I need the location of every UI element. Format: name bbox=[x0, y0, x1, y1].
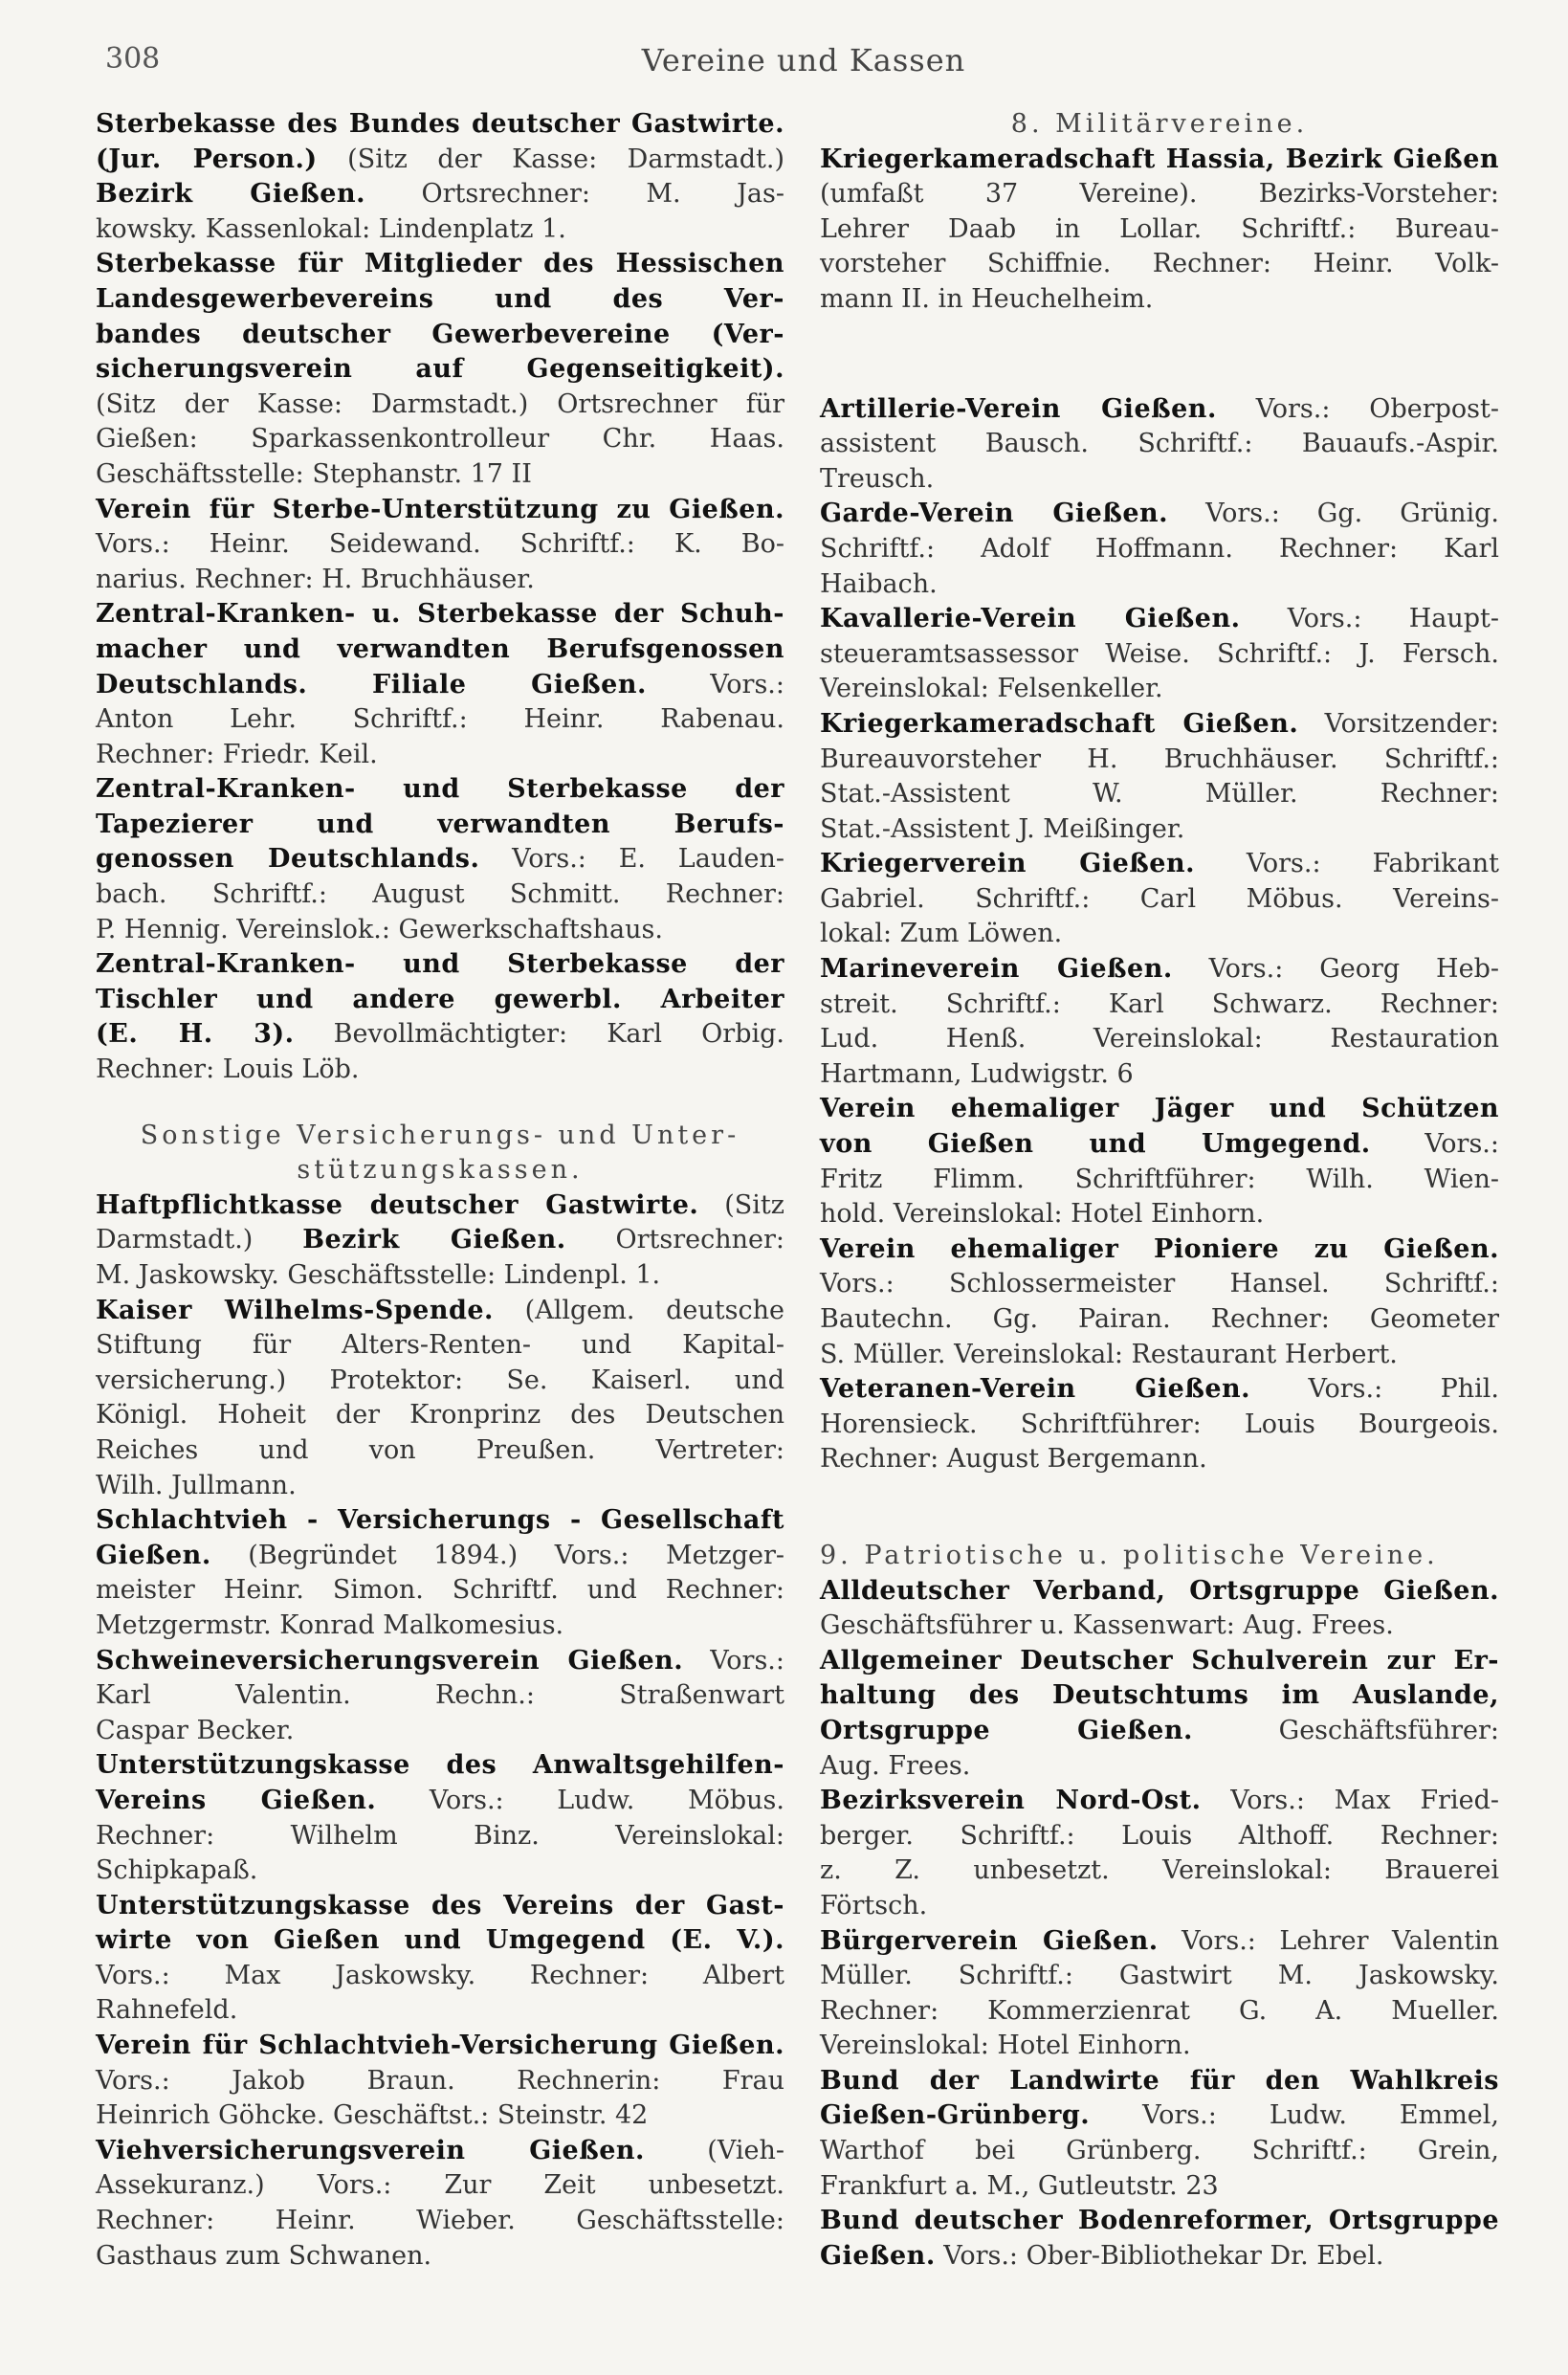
entry-text: steueramtsassessor Weise. Schriftf.: J. Fersch. bbox=[820, 638, 1499, 669]
entry-line bbox=[96, 247, 784, 282]
entry-text: Stiftung für Alters-Renten- und Kapital- bbox=[96, 1330, 784, 1361]
entry-text: Ortsrechner: bbox=[565, 1225, 785, 1255]
entry-text: Vors.: Max Fried- bbox=[1201, 1786, 1499, 1816]
entry-line bbox=[820, 1749, 1499, 1785]
entry-name: Verein ehemaliger Jäger und Schützen bbox=[820, 1094, 1499, 1124]
directory-entry bbox=[96, 1748, 784, 1888]
entry-text: Müller. Schriftf.: Gastwirt M. Jaskowsky. bbox=[820, 1961, 1499, 1991]
entry-line bbox=[96, 2204, 784, 2239]
entry-name: von Gießen und Umgegend. bbox=[820, 1129, 1371, 1160]
entry-text: Lehrer Daab in Lollar. Schriftf.: Bureau- bbox=[820, 213, 1499, 244]
entry-text: Bautechn. Gg. Pairan. Rechner: Geometer bbox=[820, 1304, 1499, 1334]
entry-line bbox=[96, 1469, 784, 1504]
entry-line bbox=[96, 2168, 784, 2204]
directory-entry bbox=[96, 1294, 784, 1504]
entry-line bbox=[820, 1163, 1499, 1198]
entry-text: Hartmann, Ludwigstr. 6 bbox=[820, 1058, 1134, 1089]
entry-text: Geschäftsführer u. Kassenwart: Aug. Frees. bbox=[820, 1610, 1394, 1641]
entry-name: Verein ehemaliger Pioniere zu Gießen. bbox=[820, 1233, 1499, 1264]
entry-name: Bezirk Gießen. bbox=[302, 1225, 566, 1255]
entry-line bbox=[96, 318, 784, 353]
entry-name: Alldeutscher Verband, Ortsgruppe Gießen. bbox=[820, 1575, 1499, 1606]
entry-name: Allgemeiner Deutscher Schulverein zur Er- bbox=[820, 1645, 1499, 1676]
entry-line bbox=[820, 847, 1499, 882]
entry-name: Schlachtvieh - Versicherungs - Gesellschaft bbox=[96, 1505, 784, 1536]
entry-text: Vors.: Lehrer Valentin bbox=[1158, 1925, 1499, 1956]
entry-line bbox=[820, 567, 1499, 603]
entry-text: Warthof bei Grünberg. Schriftf.: Grein, bbox=[820, 2136, 1499, 2166]
entry-line bbox=[820, 2098, 1499, 2134]
entry-text: Geschäftsstelle: Stephanstr. 17 II bbox=[96, 458, 532, 489]
entry-text: Anton Lehr. Schriftf.: Heinr. Rabenau. bbox=[96, 704, 784, 735]
entry-line bbox=[820, 1302, 1499, 1338]
entry-line bbox=[96, 633, 784, 668]
entry-line bbox=[96, 983, 784, 1018]
entry-text: Frankfurt a. M., Gutleutstr. 23 bbox=[820, 2170, 1219, 2201]
entry-name: Deutschlands. Filiale Gießen. bbox=[96, 669, 647, 699]
entry-text: Rechner: Heinr. Wieber. Geschäftsstelle: bbox=[96, 2206, 784, 2236]
entry-line bbox=[96, 1398, 784, 1433]
entry-text: Königl. Hoheit der Kronprinz des Deutschen bbox=[96, 1400, 784, 1431]
entry-line bbox=[96, 1539, 784, 1574]
entry-line bbox=[820, 777, 1499, 812]
directory-entry bbox=[820, 1924, 1499, 2064]
entry-line bbox=[96, 1784, 784, 1819]
entry-text: assistent Bausch. Schriftf.: Bauaufs.-Aspir. bbox=[820, 429, 1499, 459]
entry-line bbox=[96, 1573, 784, 1609]
entry-line bbox=[820, 1372, 1499, 1408]
entry-name: Verein für Sterbe-Unterstützung zu Gießen. bbox=[96, 494, 784, 524]
entry-text: Bureauvorsteher H. Bruchhäuser. Schriftf.: bbox=[820, 744, 1499, 774]
entry-text: bach. Schriftf.: August Schmitt. Rechner: bbox=[96, 879, 784, 910]
entry-name: Viehversicherungsverein Gießen. bbox=[96, 2135, 645, 2165]
entry-name: Kavallerie-Verein Gießen. bbox=[820, 604, 1241, 634]
entry-text: berger. Schriftf.: Louis Althoff. Rechner: bbox=[820, 1820, 1499, 1851]
entry-text: Vors.: Phil. bbox=[1250, 1374, 1499, 1405]
entry-line bbox=[96, 1258, 784, 1294]
entry-name: genossen Deutschlands. bbox=[96, 844, 480, 875]
entry-text: Vors.: Ober-Bibliothekar Dr. Ebel. bbox=[935, 2240, 1384, 2271]
entry-line bbox=[96, 668, 784, 703]
entry-line bbox=[96, 1678, 784, 1714]
entry-text: Gießen: Sparkassenkontrolleur Chr. Haas. bbox=[96, 424, 784, 455]
entry-name: sicherungsverein auf Gegenseitigkeit). bbox=[96, 354, 784, 385]
entry-line bbox=[820, 177, 1499, 212]
entry-text: (Sitz der Kasse: Darmstadt.) Ortsrechner für bbox=[96, 388, 784, 419]
entry-line bbox=[820, 1267, 1499, 1302]
entry-line bbox=[96, 1223, 784, 1258]
entry-line bbox=[96, 1959, 784, 1994]
entry-text: (Sitz bbox=[698, 1189, 784, 1220]
entry-name: Kriegerverein Gießen. bbox=[820, 849, 1195, 879]
spacer bbox=[820, 1508, 1499, 1539]
entry-name: Marineverein Gießen. bbox=[820, 954, 1173, 985]
entry-line bbox=[96, 1328, 784, 1364]
directory-entry bbox=[820, 1092, 1499, 1232]
entry-text: Vors.: Oberpost- bbox=[1216, 393, 1499, 424]
entry-text: (Sitz der Kasse: Darmstadt.) bbox=[317, 144, 784, 174]
page-number: 308 bbox=[105, 42, 161, 76]
entry-text: Rechner: Friedr. Keil. bbox=[96, 739, 378, 769]
entry-line bbox=[820, 497, 1499, 532]
entry-text: Vors.: Georg Heb- bbox=[1172, 954, 1499, 985]
entry-line bbox=[96, 388, 784, 423]
entry-text: Darmstadt.) bbox=[96, 1225, 303, 1255]
section-heading: 8. Militärvereine. bbox=[1010, 109, 1309, 139]
directory-entry bbox=[820, 497, 1499, 602]
directory-entry bbox=[96, 772, 784, 947]
entry-line bbox=[96, 702, 784, 738]
entry-line bbox=[820, 212, 1499, 248]
entry-line bbox=[96, 1609, 784, 1644]
entry-line bbox=[820, 812, 1499, 848]
entry-text: Metzgermstr. Konrad Malkomesius. bbox=[96, 1609, 564, 1640]
entry-line bbox=[820, 1022, 1499, 1057]
entry-name: Bund deutscher Bodenreformer, Ortsgruppe bbox=[820, 2206, 1499, 2236]
entry-text: Assekuranz.) Vors.: Zur Zeit unbesetzt. bbox=[96, 2170, 784, 2201]
entry-text: Aug. Frees. bbox=[820, 1750, 971, 1781]
entry-name: Vereins Gießen. bbox=[96, 1785, 377, 1815]
entry-text: Vors.: E. Lauden- bbox=[479, 844, 784, 875]
entry-line bbox=[820, 1609, 1499, 1644]
entry-text: Geschäftsführer: bbox=[1192, 1715, 1499, 1745]
entry-line bbox=[820, 1408, 1499, 1443]
running-title: Vereine und Kassen bbox=[641, 42, 966, 78]
entry-name: macher und verwandten Berufsgenossen bbox=[96, 633, 784, 664]
entry-line bbox=[96, 107, 784, 143]
section-heading: 9. Patriotische u. politische Vereine. bbox=[820, 1540, 1439, 1570]
entry-text: vorsteher Schiffnie. Rechner: Heinr. Volk- bbox=[820, 249, 1499, 279]
entry-text: Rahnefeld. bbox=[96, 1995, 238, 2026]
entry-line bbox=[96, 2064, 784, 2099]
entry-line bbox=[96, 772, 784, 808]
entry-text: (umfaßt 37 Vereine). Bezirks-Vorsteher: bbox=[820, 179, 1499, 210]
entry-line bbox=[820, 282, 1499, 318]
entry-name: Bürgerverein Gießen. bbox=[820, 1925, 1159, 1956]
entry-text: Haibach. bbox=[820, 568, 938, 599]
entry-line bbox=[820, 1092, 1499, 1127]
entry-text: Vors.: bbox=[1370, 1129, 1499, 1160]
entry-line bbox=[96, 177, 784, 212]
directory-entry bbox=[96, 2134, 784, 2274]
entry-text: Wilh. Jullmann. bbox=[96, 1470, 297, 1500]
entry-line bbox=[820, 602, 1499, 637]
entry-line bbox=[820, 2239, 1499, 2275]
entry-line bbox=[96, 1853, 784, 1889]
entry-text: Vors.: Heinr. Seidewand. Schriftf.: K. Bo- bbox=[96, 529, 784, 560]
entry-name: bandes deutscher Gewerbevereine (Ver- bbox=[96, 319, 784, 349]
entry-name: Artillerie-Verein Gießen. bbox=[820, 393, 1217, 424]
entry-line bbox=[96, 1017, 784, 1053]
entry-name: Garde-Verein Gießen. bbox=[820, 499, 1169, 529]
entry-text: Vors.: Jakob Braun. Rechnerin: Frau bbox=[96, 2065, 784, 2096]
entry-text: Vors.: Haupt- bbox=[1240, 604, 1500, 634]
directory-entry bbox=[96, 1644, 784, 1749]
entry-name: Kriegerkameradschaft Hassia, Bezirk Gießen bbox=[820, 144, 1499, 174]
entry-name: Sterbekasse des Bundes deutscher Gastwirte. bbox=[96, 109, 784, 139]
entry-line bbox=[820, 743, 1499, 778]
section-heading: stützungskassen. bbox=[297, 1155, 584, 1186]
entry-line bbox=[96, 1433, 784, 1469]
entry-name: (Jur. Person.) bbox=[96, 144, 318, 174]
entry-name: Zentral-Kranken- und Sterbekasse der bbox=[96, 949, 784, 980]
directory-entry bbox=[820, 707, 1499, 847]
entry-line bbox=[96, 493, 784, 528]
entry-text: Horensieck. Schriftführer: Louis Bourgeois. bbox=[820, 1409, 1499, 1439]
entry-name: Schweineversicherungsverein Gießen. bbox=[96, 1645, 684, 1676]
entry-line bbox=[820, 1127, 1499, 1163]
entry-line bbox=[96, 352, 784, 388]
entry-name: Kriegerkameradschaft Gießen. bbox=[820, 708, 1299, 739]
entry-line bbox=[96, 1503, 784, 1539]
entry-text: Vorsitzender: bbox=[1298, 708, 1499, 739]
entry-line bbox=[96, 143, 784, 178]
entry-text: (Begründet 1894.) Vors.: Metzger- bbox=[210, 1540, 784, 1570]
entry-line bbox=[96, 2098, 784, 2134]
directory-entry bbox=[96, 1889, 784, 2029]
entry-text: (Vieh- bbox=[644, 2135, 784, 2165]
section-heading: Sonstige Versicherungs- und Unter- bbox=[140, 1120, 740, 1150]
entry-line bbox=[96, 738, 784, 773]
left-column bbox=[96, 107, 784, 2274]
entry-text: Förtsch. bbox=[820, 1890, 928, 1920]
entry-line bbox=[96, 1053, 784, 1088]
entry-name: Tapezierer und verwandten Berufs- bbox=[96, 809, 784, 839]
entry-line bbox=[820, 1819, 1499, 1854]
directory-entry bbox=[96, 493, 784, 598]
entry-line bbox=[820, 882, 1499, 918]
directory-entry bbox=[96, 107, 784, 247]
entry-line bbox=[820, 1644, 1499, 1679]
entry-name: haltung des Deutschtums im Auslande, bbox=[820, 1680, 1499, 1711]
entry-line bbox=[96, 1364, 784, 1399]
entry-name: Sterbekasse für Mitglieder des Hessischen bbox=[96, 249, 784, 279]
entry-name: Ortsgruppe Gießen. bbox=[820, 1715, 1193, 1745]
entry-line bbox=[820, 1959, 1499, 1994]
directory-entry bbox=[820, 1784, 1499, 1923]
entry-name: wirte von Gießen und Umgegend (E. V.). bbox=[96, 1925, 784, 1956]
entry-line bbox=[96, 527, 784, 563]
entry-name: Verein für Schlachtvieh-Versicherung Gießen. bbox=[96, 2031, 784, 2061]
entry-line bbox=[820, 917, 1499, 952]
entry-text: Vors.: Gg. Grünig. bbox=[1168, 499, 1499, 529]
directory-entry bbox=[820, 143, 1499, 318]
entry-line bbox=[820, 1574, 1499, 1609]
directory-entry bbox=[820, 602, 1499, 707]
entry-name: Haftpflichtkasse deutscher Gastwirte. bbox=[96, 1189, 699, 1220]
entry-line bbox=[96, 1294, 784, 1329]
entry-line bbox=[820, 1232, 1499, 1268]
entry-text: hold. Vereinslokal: Hotel Einhorn. bbox=[820, 1199, 1265, 1230]
entry-text: Fritz Flimm. Schriftführer: Wilh. Wien- bbox=[820, 1164, 1499, 1194]
entry-text: Stat.-Assistent W. Müller. Rechner: bbox=[820, 779, 1499, 810]
entry-line bbox=[820, 1442, 1499, 1477]
entry-line bbox=[820, 2064, 1499, 2099]
directory-entry bbox=[820, 1372, 1499, 1477]
entry-line bbox=[820, 707, 1499, 743]
entry-line bbox=[96, 947, 784, 983]
entry-text: Schriftf.: Adolf Hoffmann. Rechner: Karl bbox=[820, 533, 1499, 564]
entry-text: Gabriel. Schriftf.: Carl Möbus. Vereins- bbox=[820, 883, 1499, 914]
entry-line bbox=[96, 563, 784, 598]
directory-entry bbox=[820, 2064, 1499, 2204]
directory-entry bbox=[820, 847, 1499, 952]
entry-line bbox=[820, 2134, 1499, 2169]
entry-text: narius. Rechner: H. Bruchhäuser. bbox=[96, 564, 535, 594]
entry-line bbox=[820, 2204, 1499, 2239]
entry-text: Vors.: Fabrikant bbox=[1194, 849, 1499, 879]
entry-text: P. Hennig. Vereinslok.: Gewerkschaftshaus. bbox=[96, 914, 663, 944]
directory-entry bbox=[820, 952, 1499, 1092]
entry-text: Reiches und von Preußen. Vertreter: bbox=[96, 1434, 784, 1465]
entry-text: Vereinslokal: Hotel Einhorn. bbox=[820, 2031, 1191, 2061]
directory-entry bbox=[96, 1503, 784, 1643]
entry-name: Unterstützungskasse des Vereins der Gast- bbox=[96, 1890, 784, 1920]
entry-text: Vors.: Max Jaskowsky. Rechner: Albert bbox=[96, 1960, 784, 1990]
entry-name: Gießen-Grünberg. bbox=[820, 2100, 1091, 2131]
entry-text: Lud. Henß. Vereinslokal: Restauration bbox=[820, 1024, 1499, 1054]
entry-line bbox=[96, 1889, 784, 1924]
entry-name: (E. H. 3). bbox=[96, 1019, 295, 1050]
entry-line bbox=[96, 842, 784, 877]
page-header bbox=[105, 42, 1502, 90]
entry-line bbox=[96, 2239, 784, 2275]
entry-name: Gießen. bbox=[96, 1540, 211, 1570]
entry-line bbox=[96, 2029, 784, 2064]
entry-text: Rechner: Louis Löb. bbox=[96, 1054, 360, 1085]
entry-line bbox=[96, 2134, 784, 2169]
entry-name: Zentral-Kranken- u. Sterbekasse der Schuh- bbox=[96, 599, 784, 630]
entry-name: Bund der Landwirte für den Wahlkreis bbox=[820, 2065, 1499, 2096]
entry-text: M. Jaskowsky. Geschäftsstelle: Lindenpl. 1. bbox=[96, 1260, 661, 1290]
entry-line bbox=[820, 1924, 1499, 1960]
entry-text: Vors.: Schlossermeister Hansel. Schriftf.: bbox=[820, 1269, 1499, 1299]
entry-text: Schipkapaß. bbox=[96, 1855, 258, 1886]
entry-line bbox=[96, 597, 784, 633]
entry-line bbox=[820, 672, 1499, 707]
entry-text: Caspar Becker. bbox=[96, 1715, 295, 1745]
entry-line bbox=[96, 1188, 784, 1224]
directory-entry bbox=[820, 1232, 1499, 1372]
entry-text: Karl Valentin. Rechn.: Straßenwart bbox=[96, 1680, 784, 1711]
entry-line bbox=[96, 1748, 784, 1784]
entry-line bbox=[820, 952, 1499, 988]
entry-line bbox=[96, 422, 784, 457]
entry-name: Tischler und andere gewerbl. Arbeiter bbox=[96, 984, 784, 1014]
entry-line bbox=[96, 913, 784, 948]
entry-name: Gießen. bbox=[820, 2240, 936, 2271]
entry-text: meister Heinr. Simon. Schriftf. und Rechner: bbox=[96, 1575, 784, 1606]
entry-line bbox=[820, 1994, 1499, 2030]
entry-line bbox=[96, 457, 784, 493]
entry-name: Zentral-Kranken- und Sterbekasse der bbox=[96, 774, 784, 805]
entry-line bbox=[820, 1678, 1499, 1714]
directory-entry bbox=[820, 2204, 1499, 2274]
directory-entry bbox=[96, 947, 784, 1087]
entry-name: Bezirk Gießen. bbox=[96, 179, 365, 210]
directory-entry bbox=[96, 597, 784, 772]
directory-entry bbox=[820, 1644, 1499, 1784]
entry-line bbox=[820, 1197, 1499, 1232]
entry-text: versicherung.) Protektor: Se. Kaiserl. und bbox=[96, 1365, 784, 1395]
entry-text: lokal: Zum Löwen. bbox=[820, 919, 1063, 949]
entry-line bbox=[820, 2169, 1499, 2205]
entry-text: Ortsrechner: M. Jas- bbox=[365, 179, 784, 210]
entry-line bbox=[820, 1784, 1499, 1819]
entry-text: Vors.: bbox=[646, 669, 784, 699]
entry-text: streit. Schriftf.: Karl Schwarz. Rechner: bbox=[820, 988, 1499, 1019]
entry-line bbox=[820, 427, 1499, 462]
entry-text: z. Z. unbesetzt. Vereinslokal: Brauerei bbox=[820, 1855, 1499, 1886]
entry-line bbox=[820, 988, 1499, 1023]
entry-line bbox=[820, 1338, 1499, 1373]
right-column bbox=[820, 107, 1499, 2274]
entry-name: Landesgewerbevereins und des Ver- bbox=[96, 283, 784, 314]
spacer bbox=[96, 1088, 784, 1119]
entry-text: Bevollmächtigter: Karl Orbig. bbox=[294, 1019, 785, 1050]
entry-line bbox=[820, 247, 1499, 282]
entry-line bbox=[820, 532, 1499, 567]
entry-line bbox=[96, 282, 784, 318]
entry-line bbox=[820, 1057, 1499, 1093]
entry-line bbox=[96, 1993, 784, 2029]
entry-line bbox=[96, 212, 784, 248]
entry-line bbox=[96, 877, 784, 913]
entry-text: Vors.: Ludw. Emmel, bbox=[1090, 2100, 1499, 2131]
entry-line bbox=[96, 808, 784, 843]
entry-name: Unterstützungskasse des Anwaltsgehilfen- bbox=[96, 1750, 784, 1781]
entry-line bbox=[96, 1923, 784, 1959]
entry-line bbox=[820, 637, 1499, 673]
entry-text: S. Müller. Vereinslokal: Restaurant Herbert. bbox=[820, 1339, 1398, 1369]
entry-name: Veteranen-Verein Gießen. bbox=[820, 1374, 1251, 1405]
directory-entry bbox=[820, 1574, 1499, 1644]
directory-entry bbox=[96, 247, 784, 492]
entry-line bbox=[820, 2029, 1499, 2064]
entry-line bbox=[820, 1714, 1499, 1749]
entry-name: Kaiser Wilhelms-Spende. bbox=[96, 1295, 494, 1325]
entry-text: Vereinslokal: Felsenkeller. bbox=[820, 674, 1163, 704]
directory-entry bbox=[96, 2029, 784, 2134]
entry-text: Vors.: bbox=[683, 1645, 784, 1676]
entry-line bbox=[820, 1889, 1499, 1924]
entry-text: mann II. in Heuchelheim. bbox=[820, 283, 1154, 314]
entry-text: Rechner: August Bergemann. bbox=[820, 1444, 1207, 1475]
entry-text: Treusch. bbox=[820, 463, 935, 494]
entry-text: kowsky. Kassenlokal: Lindenplatz 1. bbox=[96, 213, 566, 244]
entry-line bbox=[820, 462, 1499, 498]
entry-name: Bezirksverein Nord-Ost. bbox=[820, 1786, 1202, 1816]
entry-line bbox=[820, 1853, 1499, 1889]
entry-text: Heinrich Göhcke. Geschäftst.: Steinstr. 42 bbox=[96, 2100, 649, 2131]
spacer bbox=[820, 318, 1499, 392]
directory-entry bbox=[820, 392, 1499, 498]
entry-text: Rechner: Kommerzienrat G. A. Mueller. bbox=[820, 1995, 1499, 2026]
entry-line bbox=[96, 1714, 784, 1749]
entry-text: (Allgem. deutsche bbox=[493, 1295, 784, 1325]
entry-line bbox=[96, 1819, 784, 1854]
entry-text: Stat.-Assistent J. Meißinger. bbox=[820, 813, 1185, 844]
entry-text: Vors.: Ludw. Möbus. bbox=[376, 1785, 784, 1815]
entry-line bbox=[820, 143, 1499, 178]
directory-entry bbox=[96, 1188, 784, 1294]
entry-line bbox=[820, 392, 1499, 428]
spacer bbox=[820, 1477, 1499, 1508]
entry-text: Gasthaus zum Schwanen. bbox=[96, 2240, 432, 2271]
entry-line bbox=[96, 1644, 784, 1679]
entry-text: Rechner: Wilhelm Binz. Vereinslokal: bbox=[96, 1820, 784, 1851]
